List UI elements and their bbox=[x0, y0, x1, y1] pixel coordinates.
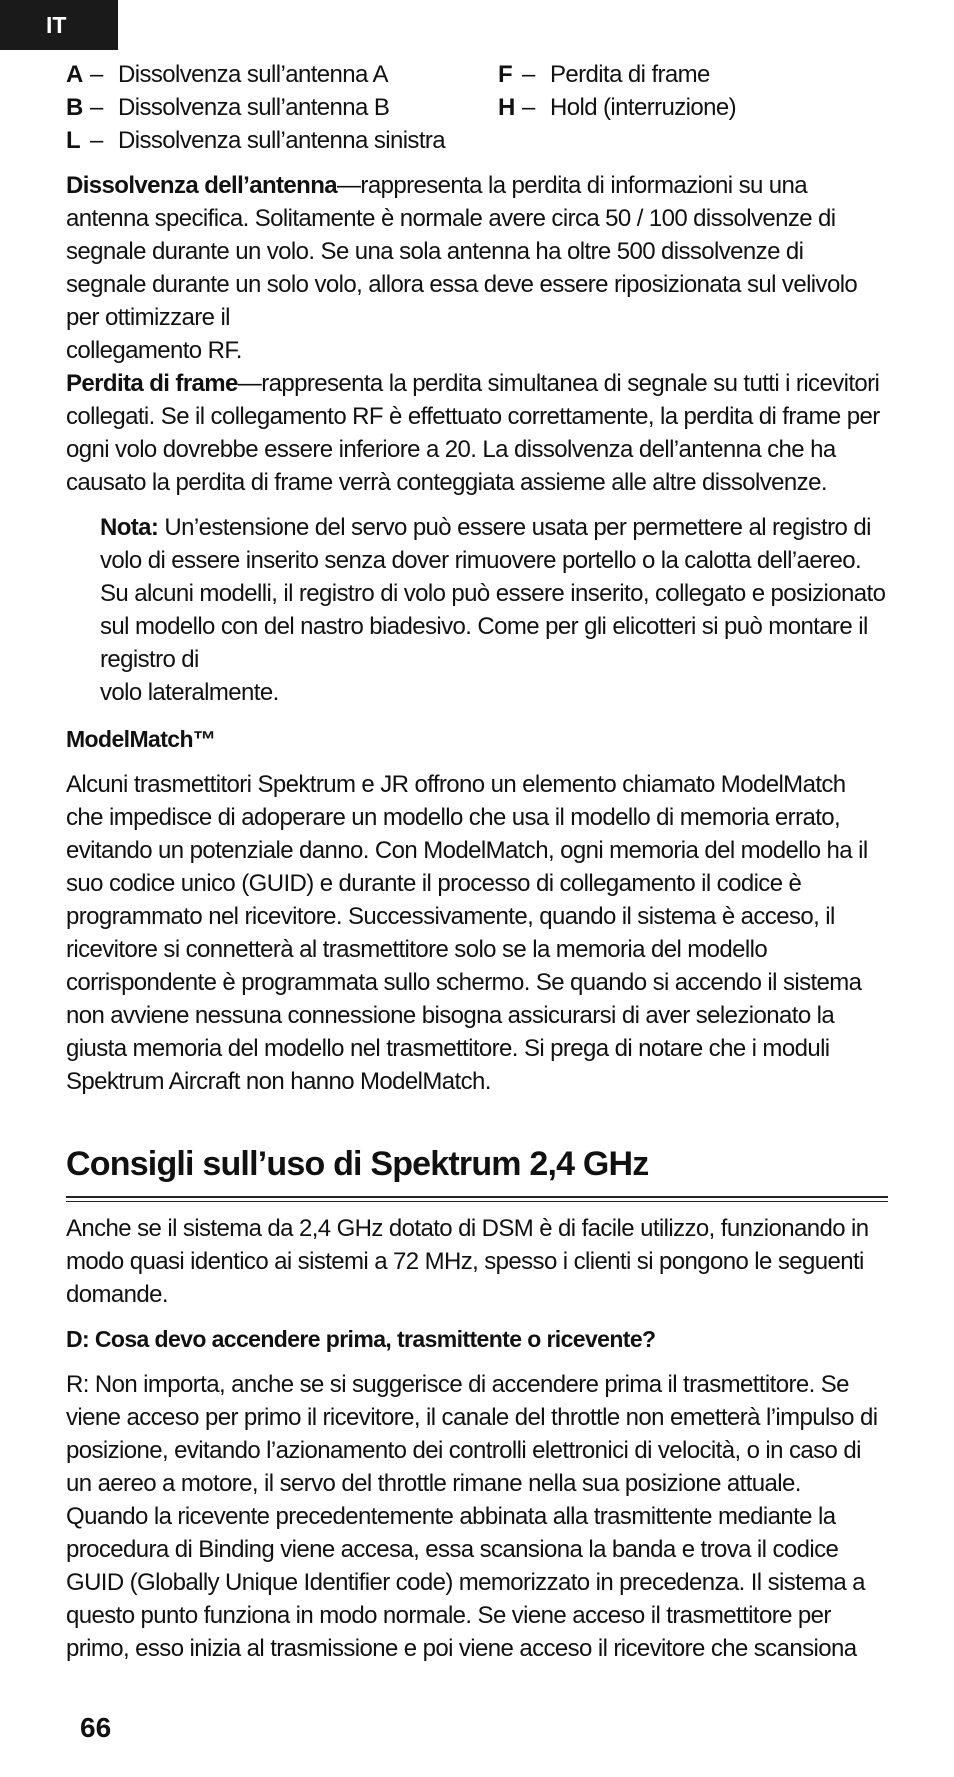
antenna-fades-text: —rappresenta la perdita di informazioni su una antenna specifica. Solitamente è normale avere circa 50 / 100 dissolvenze di segnale durante un volo. Se una sola antenna ha oltre 500 dissolvenze di segnale durante un solo volo, allora essa deve essere riposizionata sul velivolo per ottimizzare il bbox=[66, 172, 858, 331]
page-content bbox=[66, 58, 888, 1665]
legend-item-a bbox=[66, 58, 498, 91]
legend-label: Dissolvenza sull’antenna B bbox=[118, 94, 390, 121]
frame-loss-paragraph bbox=[66, 367, 888, 499]
legend-code: A bbox=[66, 61, 83, 88]
legend-dash: – bbox=[522, 61, 535, 88]
antenna-fades-term: Dissolvenza dell’antenna bbox=[66, 172, 338, 199]
note-text-end: volo lateralmente. bbox=[100, 679, 279, 706]
legend-dash: – bbox=[90, 61, 103, 88]
note-text: Un’estensione del servo può essere usata per permettere al registro di volo di essere inserito senza dover rimuovere portello o la calotta dell’aereo. Su alcuni modelli, il registro di volo può essere inserito, collegato e posizionato sul modello con del nastro biadesivo. Come per gli elicotteri si può montare il registro di bbox=[100, 514, 886, 673]
faq-question: D: Cosa devo accendere prima, trasmittente o ricevente? bbox=[66, 1326, 656, 1352]
antenna-fades-paragraph bbox=[66, 169, 888, 367]
legend-dash: – bbox=[90, 127, 103, 154]
legend-dash: – bbox=[90, 94, 103, 121]
frame-loss-term: Perdita di frame bbox=[66, 370, 238, 397]
modelmatch-paragraph: Alcuni trasmettitori Spektrum e JR offrono un elemento chiamato ModelMatch che impedisce di adoperare un modello che usa il modello di memoria errato, evitando un potenziale danno. Con ModelMatch, ogni memoria del modello ha il suo codice unico (GUID) e durante il processo di collegamento il codice è programmato nel ricevitore. Successivamente, quando il sistema è acceso, il ricevitore si connetterà al trasmettitore solo se la memoria del modello corrispondente è programmata sullo schermo. Se quando si accendo il sistema non avviene nessuna connessione bisogna assicurarsi di aver selezionato la giusta memoria del modello nel trasmettitore. Si prega di notare che i moduli Spektrum Aircraft non hanno ModelMatch. bbox=[66, 771, 868, 1095]
legend-item-l bbox=[66, 124, 498, 157]
legend-code: H bbox=[498, 94, 515, 121]
legend-item-b bbox=[66, 91, 498, 124]
legend-item-f bbox=[498, 58, 888, 91]
legend-item-h bbox=[498, 91, 888, 124]
frame-loss-text: —rappresenta la perdita simultanea di segnale su tutti i ricevitori collegati. Se il collegamento RF è effettuato correttamente, la perdita di frame per ogni volo dovrebbe essere inferiore a 20. La dissolvenza dell’antenna che ha causato la perdita di frame verrà conteggiata assieme alle altre dissolvenze. bbox=[66, 370, 880, 496]
language-tab: IT bbox=[0, 0, 118, 50]
legend-label: Hold (interruzione) bbox=[550, 94, 737, 121]
modelmatch-heading: ModelMatch™ bbox=[66, 726, 216, 752]
antenna-fades-text-end: collegamento RF. bbox=[66, 337, 242, 364]
note-term: Nota: bbox=[100, 514, 159, 541]
faq-answer: R: Non importa, anche se si suggerisce di accendere prima il trasmettitore. Se viene acceso per primo il ricevitore, il canale del throttle non emetterà l’impulso di posizione, evitando l’azionamento dei controlli elettronici di velocità, o in caso di un aereo a motore, il servo del throttle rimane nella sua posizione attuale. Quando la ricevente precedentemente abbinata alla trasmittente mediante la procedura di Binding viene accesa, essa scansiona la banda e trova il codice GUID (Globally Unique Identifier code) memorizzato in precedenza. Il sistema a questo punto funziona in modo normale. Se viene acceso il trasmettitore per primo, esso inizia al trasmissione e poi viene acceso il ricevitore che scansiona bbox=[66, 1371, 878, 1662]
tips-intro: Anche se il sistema da 2,4 GHz dotato di DSM è di facile utilizzo, funzionando in modo quasi identico ai sistemi a 72 MHz, spesso i clienti si pongono le seguenti domande. bbox=[66, 1215, 869, 1308]
section-title: Consigli sull’uso di Spektrum 2,4 GHz bbox=[66, 1145, 649, 1183]
legend-dash: – bbox=[522, 94, 535, 121]
page-number: 66 bbox=[80, 1712, 112, 1743]
note-paragraph bbox=[100, 511, 888, 709]
flight-log-legend bbox=[66, 58, 888, 157]
legend-label: Dissolvenza sull’antenna A bbox=[118, 61, 388, 88]
legend-label: Dissolvenza sull’antenna sinistra bbox=[118, 127, 446, 154]
section-divider bbox=[66, 1196, 888, 1202]
legend-label: Perdita di frame bbox=[550, 61, 710, 88]
legend-code: B bbox=[66, 94, 83, 121]
legend-code: F bbox=[498, 61, 513, 88]
legend-code: L bbox=[66, 127, 81, 154]
